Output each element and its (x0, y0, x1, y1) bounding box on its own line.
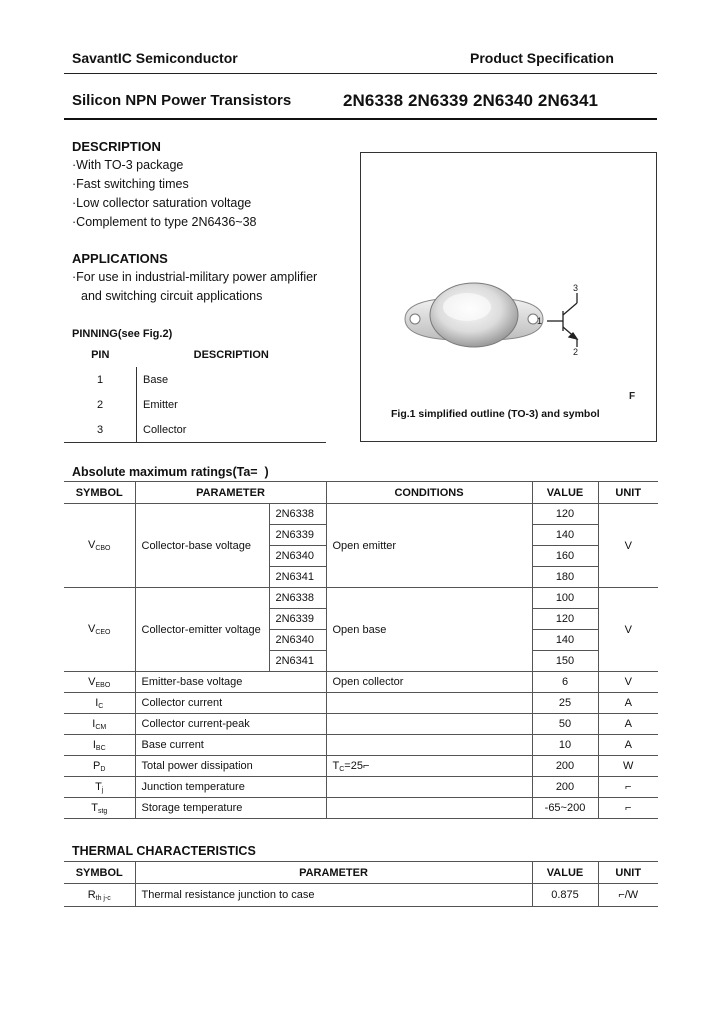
table-row (64, 777, 658, 798)
symbol-cell: $I_C$ (64, 693, 135, 714)
pin-number: 1 (96, 373, 104, 386)
abs-max-table (64, 481, 658, 819)
parameter-cell: Collector current (135, 693, 326, 714)
header-divider (64, 73, 657, 74)
value-cell: 0.875 (532, 884, 598, 907)
company-name: SavantIC Semiconductor (72, 50, 238, 66)
parameter-cell: Storage temperature (135, 798, 326, 819)
table-row (64, 672, 658, 693)
unit-cell: A (598, 693, 658, 714)
table-row (64, 756, 658, 777)
parameter-cell: Collector current-peak (135, 714, 326, 735)
symbol-cell: $I_{CM}$ (64, 714, 135, 735)
unit-cell: W (598, 756, 658, 777)
table-row (64, 798, 658, 819)
parameter-cell: Total power dissipation (135, 756, 326, 777)
applications-line: ·For use in industrial-military power amplifier (72, 270, 318, 284)
value-cell: 200 (532, 756, 598, 777)
pin-number: 2 (96, 398, 104, 411)
value-cell: 120 (532, 609, 598, 630)
applications-heading: APPLICATIONS (72, 251, 168, 266)
conditions-header: CONDITIONS (326, 482, 532, 504)
parameter-cell: Emitter-base voltage (135, 672, 326, 693)
conditions-cell (326, 735, 532, 756)
npn-transistor-symbol (547, 293, 577, 347)
symbol-header: SYMBOL (64, 482, 135, 504)
parameter-cell: Thermal resistance junction to case (135, 884, 532, 907)
conditions-cell (326, 798, 532, 819)
part-cell: 2N6341 (269, 567, 326, 588)
pin-number: 3 (64, 417, 137, 443)
table-row (64, 417, 326, 443)
parameter-header: PARAMETER (135, 862, 532, 884)
parameter-cell: Collector-base voltage (135, 504, 269, 588)
symbol-cell: $R_{th j-c}$ (64, 884, 135, 907)
conditions-cell (326, 693, 532, 714)
value-cell: 6 (532, 672, 598, 693)
table-row (64, 392, 326, 417)
unit-cell: A (598, 735, 658, 756)
description-heading: DESCRIPTION (72, 139, 161, 154)
value-cell: 50 (532, 714, 598, 735)
parameter-cell: Base current (135, 735, 326, 756)
figure-caption: Fig.1 simplified outline (TO-3) and symbol (391, 408, 600, 420)
part-cell: 2N6338 (269, 588, 326, 609)
pin3-label: 3 (573, 283, 579, 293)
table-row (64, 714, 658, 735)
part-cell: 2N6340 (269, 630, 326, 651)
part-cell: 2N6338 (269, 504, 326, 525)
value-cell: 25 (532, 693, 598, 714)
value-cell: -65~200 (532, 798, 598, 819)
pinning-table (64, 343, 326, 443)
unit-cell: V (598, 504, 658, 588)
description-item: ·Complement to type 2N6436~38 (72, 215, 257, 229)
symbol-cell: $V_{CBO}$ (64, 504, 135, 588)
part-cell: 2N6340 (269, 546, 326, 567)
product-line-title: Silicon NPN Power Transistors (72, 92, 292, 109)
value-cell: 200 (532, 777, 598, 798)
part-cell: 2N6339 (269, 609, 326, 630)
figure-box (360, 152, 657, 442)
pin1-label: 1 (537, 316, 543, 326)
conditions-cell: Open collector (326, 672, 532, 693)
unit-cell: ⌐ (598, 777, 658, 798)
value-cell: 180 (532, 567, 598, 588)
pin2-label: 2 (573, 347, 579, 357)
part-cell: 2N6341 (269, 651, 326, 672)
value-cell: 120 (532, 504, 598, 525)
symbol-cell: $I_{BC}$ (64, 735, 135, 756)
unit-cell: V (598, 588, 658, 672)
conditions-cell (326, 777, 532, 798)
value-cell: 160 (532, 546, 598, 567)
unit-cell: ⌐/W (598, 884, 658, 907)
pin-column-header: PIN (91, 349, 110, 361)
to3-outline-and-symbol (361, 153, 656, 441)
conditions-cell (326, 714, 532, 735)
table-row (64, 693, 658, 714)
table-row (64, 735, 658, 756)
symbol-cell: $T_j$ (64, 777, 135, 798)
value-cell: 140 (532, 630, 598, 651)
description-item: ·With TO-3 package (72, 158, 184, 172)
abs-max-heading (72, 465, 269, 479)
figure-corner-letter: F (629, 391, 636, 402)
abs-max-heading-text: Absolute maximum ratings(Ta= (72, 465, 258, 479)
conditions-cell: $T_C=25⌐$ (326, 756, 532, 777)
table-row (64, 504, 658, 525)
symbol-cell: $V_{EBO}$ (64, 672, 135, 693)
unit-cell: ⌐ (598, 798, 658, 819)
applications-line: and switching circuit applications (81, 289, 263, 303)
conditions-cell: Open emitter (326, 504, 532, 588)
pin-description-header: DESCRIPTION (193, 349, 269, 361)
thermal-table (64, 861, 658, 907)
pin-description: Emitter (137, 392, 327, 417)
symbol-header: SYMBOL (64, 862, 135, 884)
table-row (64, 588, 658, 609)
value-cell: 140 (532, 525, 598, 546)
parameter-cell: Collector-emitter voltage (135, 588, 269, 672)
pin-description: Base (137, 367, 327, 392)
unit-cell: A (598, 714, 658, 735)
description-item: ·Low collector saturation voltage (72, 196, 252, 210)
unit-header: UNIT (598, 482, 658, 504)
part-cell: 2N6339 (269, 525, 326, 546)
value-cell: 10 (532, 735, 598, 756)
description-item: ·Fast switching times (72, 177, 189, 191)
thermal-heading: THERMAL CHARACTERISTICS (72, 844, 256, 858)
parameter-header: PARAMETER (135, 482, 326, 504)
pinning-heading: PINNING(see Fig.2) (72, 328, 173, 340)
to3-package-image (405, 283, 543, 347)
symbol-cell: $V_{CEO}$ (64, 588, 135, 672)
value-header: VALUE (532, 862, 598, 884)
conditions-cell: Open base (326, 588, 532, 672)
unit-cell: V (598, 672, 658, 693)
title-divider (64, 118, 657, 120)
abs-max-heading-close: ) (264, 465, 269, 479)
symbol-cell: $P_D$ (64, 756, 135, 777)
parameter-cell: Junction temperature (135, 777, 326, 798)
value-cell: 150 (532, 651, 598, 672)
pin-description: Collector (137, 417, 327, 443)
symbol-cell: $T_{stg}$ (64, 798, 135, 819)
value-cell: 100 (532, 588, 598, 609)
document-type: Product Specification (470, 50, 614, 66)
table-row (64, 367, 326, 392)
part-numbers-title: 2N6338 2N6339 2N6340 2N6341 (343, 91, 599, 110)
unit-header: UNIT (598, 862, 658, 884)
value-header: VALUE (532, 482, 598, 504)
table-row (64, 884, 658, 907)
